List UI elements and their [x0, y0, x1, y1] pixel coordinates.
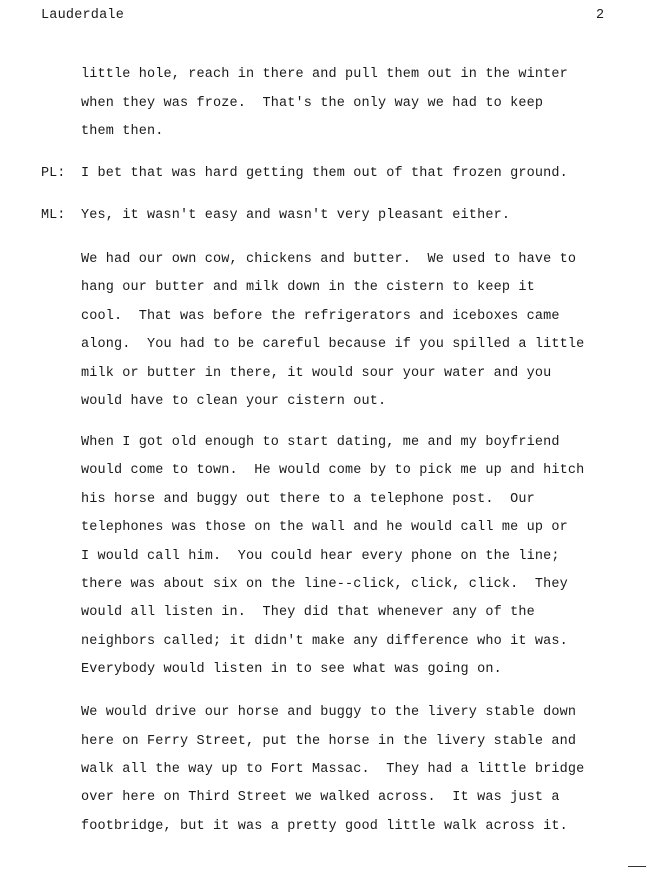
transcript-line: neighbors called; it didn't make any difference who it was.: [81, 634, 568, 649]
transcript-line: milk or butter in there, it would sour your water and you: [81, 366, 552, 381]
transcript-line: Yes, it wasn't easy and wasn't very pleasant either.: [81, 208, 511, 223]
transcript-line: little hole, reach in there and pull them out in the winter: [81, 67, 568, 82]
transcript-line: We had our own cow, chickens and butter. We used to have to: [81, 252, 577, 267]
transcript-line: When I got old enough to start dating, me and my boyfriend: [81, 435, 560, 450]
transcript-line: I bet that was hard getting them out of that frozen ground.: [81, 166, 568, 181]
transcript-line: there was about six on the line--click, click, click. They: [81, 577, 568, 592]
transcript-line: along. You had to be careful because if you spilled a little: [81, 337, 585, 352]
transcript-line: walk all the way up to Fort Massac. They had a little bridge: [81, 762, 585, 777]
transcript-line: would come to town. He would come by to pick me up and hitch: [81, 463, 585, 478]
transcript-line: Everybody would listen in to see what was going on.: [81, 662, 502, 677]
transcript-line: I would call him. You could hear every phone on the line;: [81, 549, 560, 564]
transcript-line: cool. That was before the refrigerators and iceboxes came: [81, 309, 560, 324]
speaker-label: ML:: [41, 208, 66, 223]
transcript-line: them then.: [81, 124, 164, 139]
transcript-line: We would drive our horse and buggy to the livery stable down: [81, 705, 577, 720]
transcript-line: over here on Third Street we walked across. It was just a: [81, 790, 560, 805]
transcript-line: would all listen in. They did that whenever any of the: [81, 605, 535, 620]
transcript-line: telephones was those on the wall and he would call me up or: [81, 520, 568, 535]
transcript-line: footbridge, but it was a pretty good little walk across it.: [81, 819, 568, 834]
transcript-line: when they was froze. That's the only way we had to keep: [81, 96, 544, 111]
transcript-line: would have to clean your cistern out.: [81, 394, 387, 409]
page-number: 2: [596, 8, 605, 23]
transcript-line: his horse and buggy out there to a telephone post. Our: [81, 492, 535, 507]
header-title: Lauderdale: [41, 8, 125, 23]
edge-mark: [628, 866, 646, 867]
transcript-line: hang our butter and milk down in the cistern to keep it: [81, 280, 535, 295]
transcript-line: here on Ferry Street, put the horse in the livery stable and: [81, 734, 577, 749]
speaker-label: PL:: [41, 166, 66, 181]
